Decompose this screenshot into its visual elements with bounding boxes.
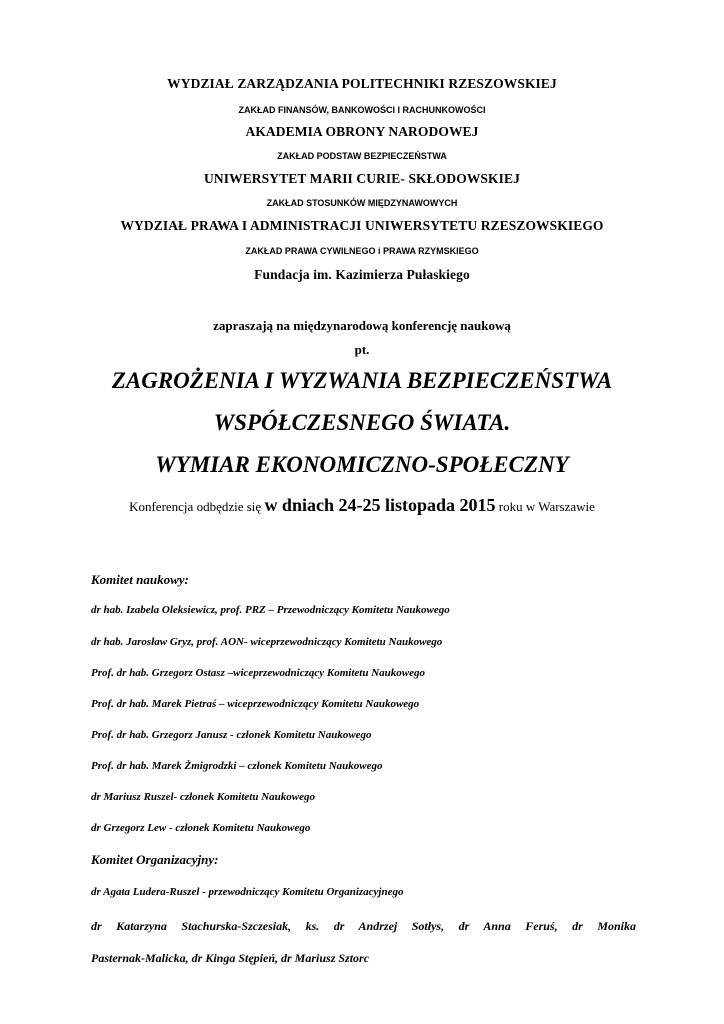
invitation-pt: pt.	[354, 342, 370, 357]
conference-title-line-2: WSPÓŁCZESNEGO ŚWIATA.	[213, 410, 511, 435]
department-line: ZAKŁAD FINANSÓW, BANKOWOŚCI I RACHUNKOWOŚCI	[238, 105, 486, 115]
department-line: ZAKŁAD STOSUNKÓW MIĘDZYNAWOWYCH	[266, 198, 458, 208]
committee-member: dr hab. Jarosław Gryz, prof. AON- wiceprzewodniczący Komitetu Naukowego	[91, 636, 443, 648]
department-line: ZAKŁAD PRAWA CYWILNEGO i PRAWA RZYMSKIEGO	[245, 246, 479, 256]
committee-member: Prof. dr hab. Grzegorz Ostasz –wiceprzewodniczący Komitetu Naukowego	[91, 667, 425, 679]
committee-member: Prof. dr hab. Marek Pietraś – wiceprzewodniczący Komitetu Naukowego	[91, 698, 420, 710]
organizing-member: dr Katarzyna Stachurska-Szczesiak, ks. dr Andrzej Sotłys, dr Anna Feruś, dr Monika	[91, 919, 636, 933]
conference-date-line	[0, 495, 724, 516]
institution-line: WYDZIAŁ PRAWA I ADMINISTRACJI UNIWERSYTETU RZESZOWSKIEGO	[120, 218, 604, 233]
organizing-member: Pasternak-Malicka, dr Kinga Stępień, dr Mariusz Sztorc	[91, 951, 370, 965]
institution-line: UNIWERSYTET MARII CURIE- SKŁODOWSKIEJ	[204, 171, 520, 186]
committee-member: Prof. dr hab. Grzegorz Janusz - członek Komitetu Naukowego	[91, 729, 372, 741]
organizing-committee-heading: Komitet Organizacyjny:	[91, 852, 219, 867]
conference-title-line-3: WYMIAR EKONOMICZNO-SPOŁECZNY	[155, 452, 569, 477]
organizing-member: dr Agata Ludera-Ruszel - przewodniczący Komitetu Organizacyjnego	[91, 886, 404, 898]
committee-member: dr Grzegorz Lew - członek Komitetu Naukowego	[91, 822, 311, 834]
committee-member: Prof. dr hab. Marek Żmigrodzki – członek Komitetu Naukowego	[91, 760, 383, 772]
institution-line: WYDZIAŁ ZARZĄDZANIA POLITECHNIKI RZESZOWSKIEJ	[167, 76, 557, 91]
invitation-text: zapraszają na międzynarodową konferencję naukową	[213, 318, 511, 333]
scientific-committee-heading: Komitet naukowy:	[91, 572, 189, 587]
date-prefix: Konferencja odbędzie się	[129, 499, 262, 514]
committee-member: dr hab. Izabela Oleksiewicz, prof. PRZ – Przewodniczący Komitetu Naukowego	[91, 604, 450, 616]
date-highlight: w dniach 24-25 listopada 2015	[264, 495, 496, 515]
date-suffix: roku w Warszawie	[498, 499, 595, 514]
institution-line: AKADEMIA OBRONY NARODOWEJ	[245, 124, 479, 139]
department-line: ZAKŁAD PODSTAW BEZPIECZEŃSTWA	[277, 151, 447, 161]
committee-member: dr Mariusz Ruszel- członek Komitetu Naukowego	[91, 791, 316, 803]
foundation-line: Fundacja im. Kazimierza Pułaskiego	[254, 267, 470, 282]
conference-title-line-1: ZAGROŻENIA I WYZWANIA BEZPIECZEŃSTWA	[111, 368, 613, 393]
